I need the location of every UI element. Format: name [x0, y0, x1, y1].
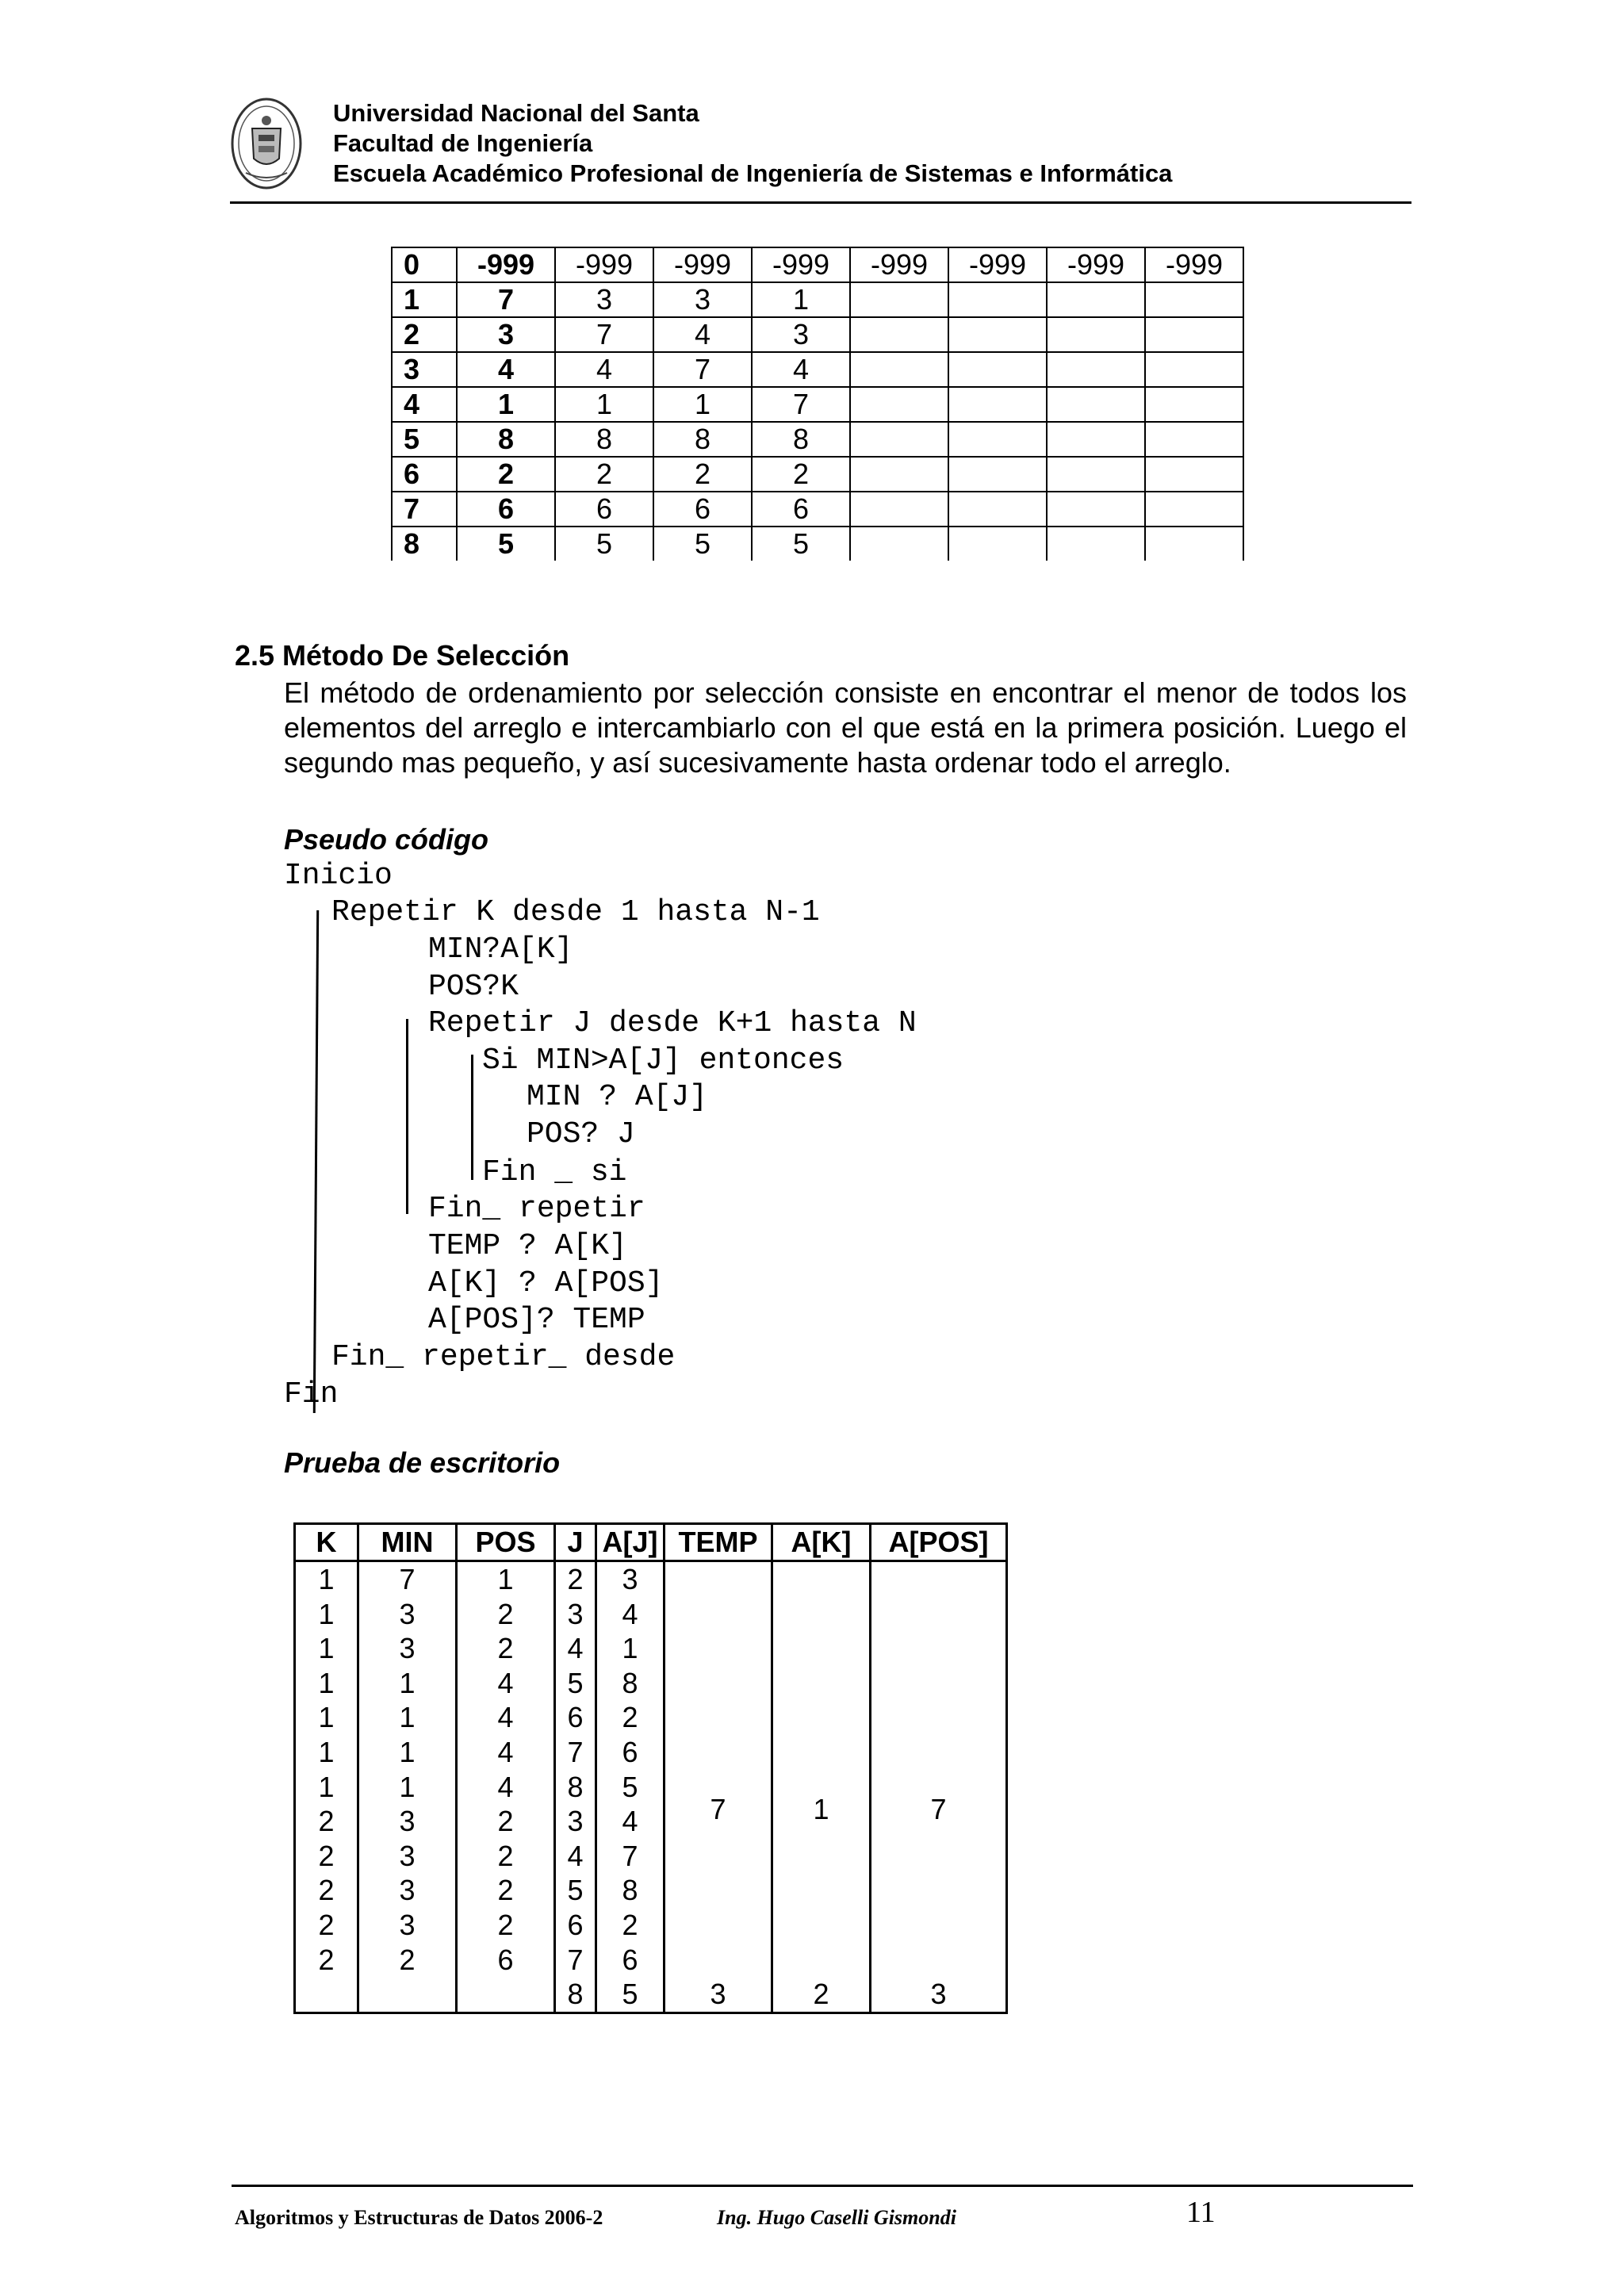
desk-cell-aj: 2 [622, 1908, 638, 1941]
trace-cell: 3 [555, 282, 653, 317]
trace-cell [1047, 422, 1145, 457]
col-ak [772, 1561, 871, 2013]
trace-cell: 1 [752, 282, 850, 317]
code-line: POS?K [428, 970, 519, 1004]
trace-cell: 2 [555, 457, 653, 492]
desk-cell-k: 2 [318, 1805, 335, 1838]
desk-cell-pos: 2 [497, 1908, 514, 1941]
trace-cell: 6 [555, 492, 653, 527]
trace-index: 2 [392, 317, 457, 352]
desk-cell-j: 6 [567, 1701, 584, 1734]
col-temp [665, 1561, 772, 2013]
desk-cell-aj: 2 [622, 1701, 638, 1734]
trace-cell [850, 527, 948, 561]
trace-cell [1047, 527, 1145, 561]
desk-cell-j: 7 [567, 1943, 584, 1976]
desk-cell-j: 5 [567, 1874, 584, 1907]
trace-cell [1145, 282, 1243, 317]
trace-row [392, 457, 1243, 492]
trace-cell [948, 492, 1047, 527]
apos-value-1: 7 [930, 1793, 947, 1825]
trace-index: 6 [392, 457, 457, 492]
desk-cell-aj: 8 [622, 1874, 638, 1907]
desk-cell-min: 3 [399, 1597, 416, 1630]
desk-cell-k: 2 [318, 1943, 335, 1976]
trace-index: 0 [392, 247, 457, 282]
desk-cell-min: 3 [399, 1805, 416, 1838]
desk-check-heading: Prueba de escritorio [284, 1446, 561, 1479]
code-line: A[K] ? A[POS] [428, 1266, 664, 1300]
col-j [555, 1561, 596, 2013]
trace-cell [1047, 317, 1145, 352]
university-seal-icon [230, 97, 303, 190]
trace-cell: 1 [653, 387, 752, 422]
temp-value-1: 7 [710, 1793, 726, 1825]
trace-cell [948, 352, 1047, 387]
desk-cell-k: 1 [318, 1770, 335, 1803]
page-footer [232, 2185, 1413, 2235]
trace-index: 8 [392, 527, 457, 561]
code-line: POS? J [527, 1117, 635, 1151]
desk-cell-min: 3 [399, 1632, 416, 1665]
desk-cell-min: 3 [399, 1908, 416, 1941]
trace-cell: 4 [653, 317, 752, 352]
desk-cell-k: 1 [318, 1632, 335, 1665]
trace-cell: 1 [457, 387, 555, 422]
trace-cell: 7 [752, 387, 850, 422]
trace-cell [1145, 457, 1243, 492]
desk-cell-j: 8 [567, 1770, 584, 1803]
desk-cell-j: 4 [567, 1632, 584, 1665]
trace-cell: -999 [1047, 247, 1145, 282]
col-aj [596, 1561, 665, 2013]
desk-cell-j: 8 [567, 1978, 584, 2011]
trace-cell [1047, 282, 1145, 317]
trace-cell [850, 352, 948, 387]
section-title: 2.5 Método De Selección [235, 639, 570, 672]
desk-cell-pos: 4 [497, 1770, 514, 1803]
trace-cell [948, 422, 1047, 457]
trace-cell: -999 [948, 247, 1047, 282]
desk-cell-k: 1 [318, 1735, 335, 1768]
desk-cell-aj: 8 [622, 1666, 638, 1699]
desk-cell-pos: 2 [497, 1805, 514, 1838]
trace-cell [850, 387, 948, 422]
trace-cell [850, 317, 948, 352]
trace-index: 1 [392, 282, 457, 317]
desk-cell-pos: 2 [497, 1597, 514, 1630]
university-name: Universidad Nacional del Santa [333, 99, 699, 127]
trace-cell: -999 [555, 247, 653, 282]
trace-row [392, 422, 1243, 457]
faculty-name: Facultad de Ingeniería [333, 129, 593, 157]
code-line: Fin _ si [482, 1155, 627, 1189]
desk-cell-j: 3 [567, 1597, 584, 1630]
desk-cell-aj: 5 [622, 1770, 638, 1803]
code-line: MIN ? A[J] [527, 1080, 708, 1114]
header-pos: POS [457, 1524, 555, 1561]
apos-value-2: 3 [930, 1978, 947, 2010]
ak-value-1: 1 [813, 1793, 829, 1825]
trace-cell: -999 [1145, 247, 1243, 282]
trace-cell: 7 [457, 282, 555, 317]
trace-cell: 8 [653, 422, 752, 457]
trace-cell [948, 387, 1047, 422]
trace-cell [948, 317, 1047, 352]
trace-cell [850, 422, 948, 457]
trace-cell [1145, 317, 1243, 352]
trace-cell: 6 [653, 492, 752, 527]
desk-cell-aj: 5 [622, 1978, 638, 2011]
trace-cell [850, 492, 948, 527]
code-line: MIN?A[K] [428, 933, 573, 967]
pseudocode-heading: Pseudo código [284, 823, 489, 856]
trace-cell: 8 [457, 422, 555, 457]
desk-cell-aj: 6 [622, 1735, 638, 1768]
page-number: 11 [1186, 2196, 1216, 2229]
trace-index: 5 [392, 422, 457, 457]
trace-cell: -999 [653, 247, 752, 282]
trace-index: 4 [392, 387, 457, 422]
desk-cell-min: 1 [399, 1770, 416, 1803]
school-name: Escuela Académico Profesional de Ingeniería de Sistemas e Informática [333, 159, 1173, 187]
section-paragraph: El método de ordenamiento por selección consiste en encontrar el menor de todos los elementos del arreglo e intercambiarlo con el que está en la primera posición. Luego el segundo mas pequeño, y así sucesivamente hasta ordenar todo el arreglo. [284, 676, 1407, 779]
code-line: Fin_ repetir_ desde [331, 1340, 676, 1374]
desk-cell-j: 5 [567, 1666, 584, 1699]
trace-cell [1047, 352, 1145, 387]
trace-cell [948, 282, 1047, 317]
desk-cell-k: 1 [318, 1701, 335, 1734]
trace-cell [1047, 492, 1145, 527]
trace-cell: 2 [653, 457, 752, 492]
trace-cell [1145, 352, 1243, 387]
header-temp: TEMP [665, 1524, 772, 1561]
desk-cell-k: 1 [318, 1666, 335, 1699]
trace-cell: 4 [555, 352, 653, 387]
trace-row [392, 282, 1243, 317]
trace-cell [850, 282, 948, 317]
code-line: Repetir J desde K+1 hasta N [428, 1006, 917, 1040]
trace-cell [948, 527, 1047, 561]
header-apos: A[POS] [871, 1524, 1007, 1561]
desk-cell-k: 1 [318, 1597, 335, 1630]
trace-cell: 5 [457, 527, 555, 561]
desk-cell-pos: 2 [497, 1632, 514, 1665]
trace-cell [850, 457, 948, 492]
trace-cell: 6 [457, 492, 555, 527]
header-min: MIN [358, 1524, 457, 1561]
desk-cell-j: 4 [567, 1839, 584, 1872]
trace-cell: 5 [752, 527, 850, 561]
course-name: Algoritmos y Estructuras de Datos 2006-2 [235, 2206, 603, 2229]
header-aj: A[J] [596, 1524, 665, 1561]
desk-cell-aj: 3 [622, 1563, 638, 1595]
trace-cell: 3 [653, 282, 752, 317]
desk-cell-pos: 6 [497, 1943, 514, 1976]
page-header [230, 94, 1411, 204]
trace-cell: 7 [653, 352, 752, 387]
desk-cell-aj: 7 [622, 1839, 638, 1872]
trace-cell: 3 [457, 317, 555, 352]
desk-cell-pos: 1 [497, 1563, 514, 1595]
desk-cell-k: 2 [318, 1839, 335, 1872]
trace-row [392, 317, 1243, 352]
trace-row [392, 247, 1243, 282]
desk-cell-min: 2 [399, 1943, 416, 1976]
code-line: Repetir K desde 1 hasta N-1 [331, 895, 820, 929]
desk-cell-j: 6 [567, 1908, 584, 1941]
trace-cell [1047, 387, 1145, 422]
array-trace-table [391, 247, 1244, 561]
desk-cell-k: 2 [318, 1874, 335, 1907]
trace-cell: 3 [752, 317, 850, 352]
col-pos [457, 1561, 555, 2013]
code-line: Fin_ repetir [428, 1192, 645, 1226]
desk-cell-min: 3 [399, 1839, 416, 1872]
trace-cell [1145, 492, 1243, 527]
desk-cell-j: 3 [567, 1805, 584, 1838]
desk-cell-pos: 2 [497, 1839, 514, 1872]
trace-row [392, 387, 1243, 422]
author-name: Ing. Hugo Caselli Gismondi [717, 2206, 956, 2229]
desk-cell-k: 2 [318, 1908, 335, 1941]
if-block-bar [471, 1055, 473, 1180]
trace-cell: 5 [653, 527, 752, 561]
desk-cell-min: 1 [399, 1666, 416, 1699]
trace-cell: -999 [457, 247, 555, 282]
desk-cell-aj: 1 [622, 1632, 638, 1665]
trace-cell: -999 [850, 247, 948, 282]
desk-cell-j: 7 [567, 1735, 584, 1768]
trace-cell: 1 [555, 387, 653, 422]
temp-value-2: 3 [710, 1978, 726, 2010]
trace-cell [1047, 457, 1145, 492]
trace-index: 7 [392, 492, 457, 527]
desk-cell-pos: 4 [497, 1666, 514, 1699]
trace-row [392, 352, 1243, 387]
desk-cell-pos: 2 [497, 1874, 514, 1907]
trace-cell [1145, 422, 1243, 457]
code-line: Fin [284, 1377, 339, 1411]
desk-cell-min: 1 [399, 1735, 416, 1768]
trace-cell: -999 [752, 247, 850, 282]
trace-cell [1145, 387, 1243, 422]
desk-cell-pos: 4 [497, 1701, 514, 1734]
inner-loop-bar [406, 1019, 408, 1214]
trace-row [392, 527, 1243, 561]
header-k: K [295, 1524, 358, 1561]
desk-cell-min: 1 [399, 1701, 416, 1734]
trace-cell: 2 [752, 457, 850, 492]
desk-cell-j: 2 [567, 1563, 584, 1595]
desk-cell-k: 1 [318, 1563, 335, 1595]
trace-row [392, 492, 1243, 527]
desk-cell-min: 3 [399, 1874, 416, 1907]
code-line: Inicio [284, 859, 393, 893]
trace-cell: 8 [752, 422, 850, 457]
desk-cell-aj: 4 [622, 1597, 638, 1630]
trace-cell: 4 [752, 352, 850, 387]
desk-cell-pos: 4 [497, 1735, 514, 1768]
trace-cell: 7 [555, 317, 653, 352]
desk-cell-aj: 4 [622, 1805, 638, 1838]
desk-cell-min: 7 [399, 1563, 416, 1595]
code-line: Si MIN>A[J] entonces [482, 1044, 845, 1078]
desk-cell-aj: 6 [622, 1943, 638, 1976]
trace-cell: 2 [457, 457, 555, 492]
trace-cell: 8 [555, 422, 653, 457]
col-k [295, 1561, 358, 2013]
trace-index: 3 [392, 352, 457, 387]
desk-check-table [293, 1522, 1008, 2014]
header-j: J [555, 1524, 596, 1561]
code-line: A[POS]? TEMP [428, 1303, 645, 1337]
code-line: TEMP ? A[K] [428, 1229, 627, 1263]
trace-cell [1145, 527, 1243, 561]
trace-cell [948, 457, 1047, 492]
col-min [358, 1561, 457, 2013]
header-ak: A[K] [772, 1524, 871, 1561]
outer-loop-bar [313, 910, 319, 1413]
trace-cell: 6 [752, 492, 850, 527]
ak-value-2: 2 [813, 1978, 829, 2010]
trace-cell: 5 [555, 527, 653, 561]
col-apos [871, 1561, 1007, 2013]
trace-cell: 4 [457, 352, 555, 387]
